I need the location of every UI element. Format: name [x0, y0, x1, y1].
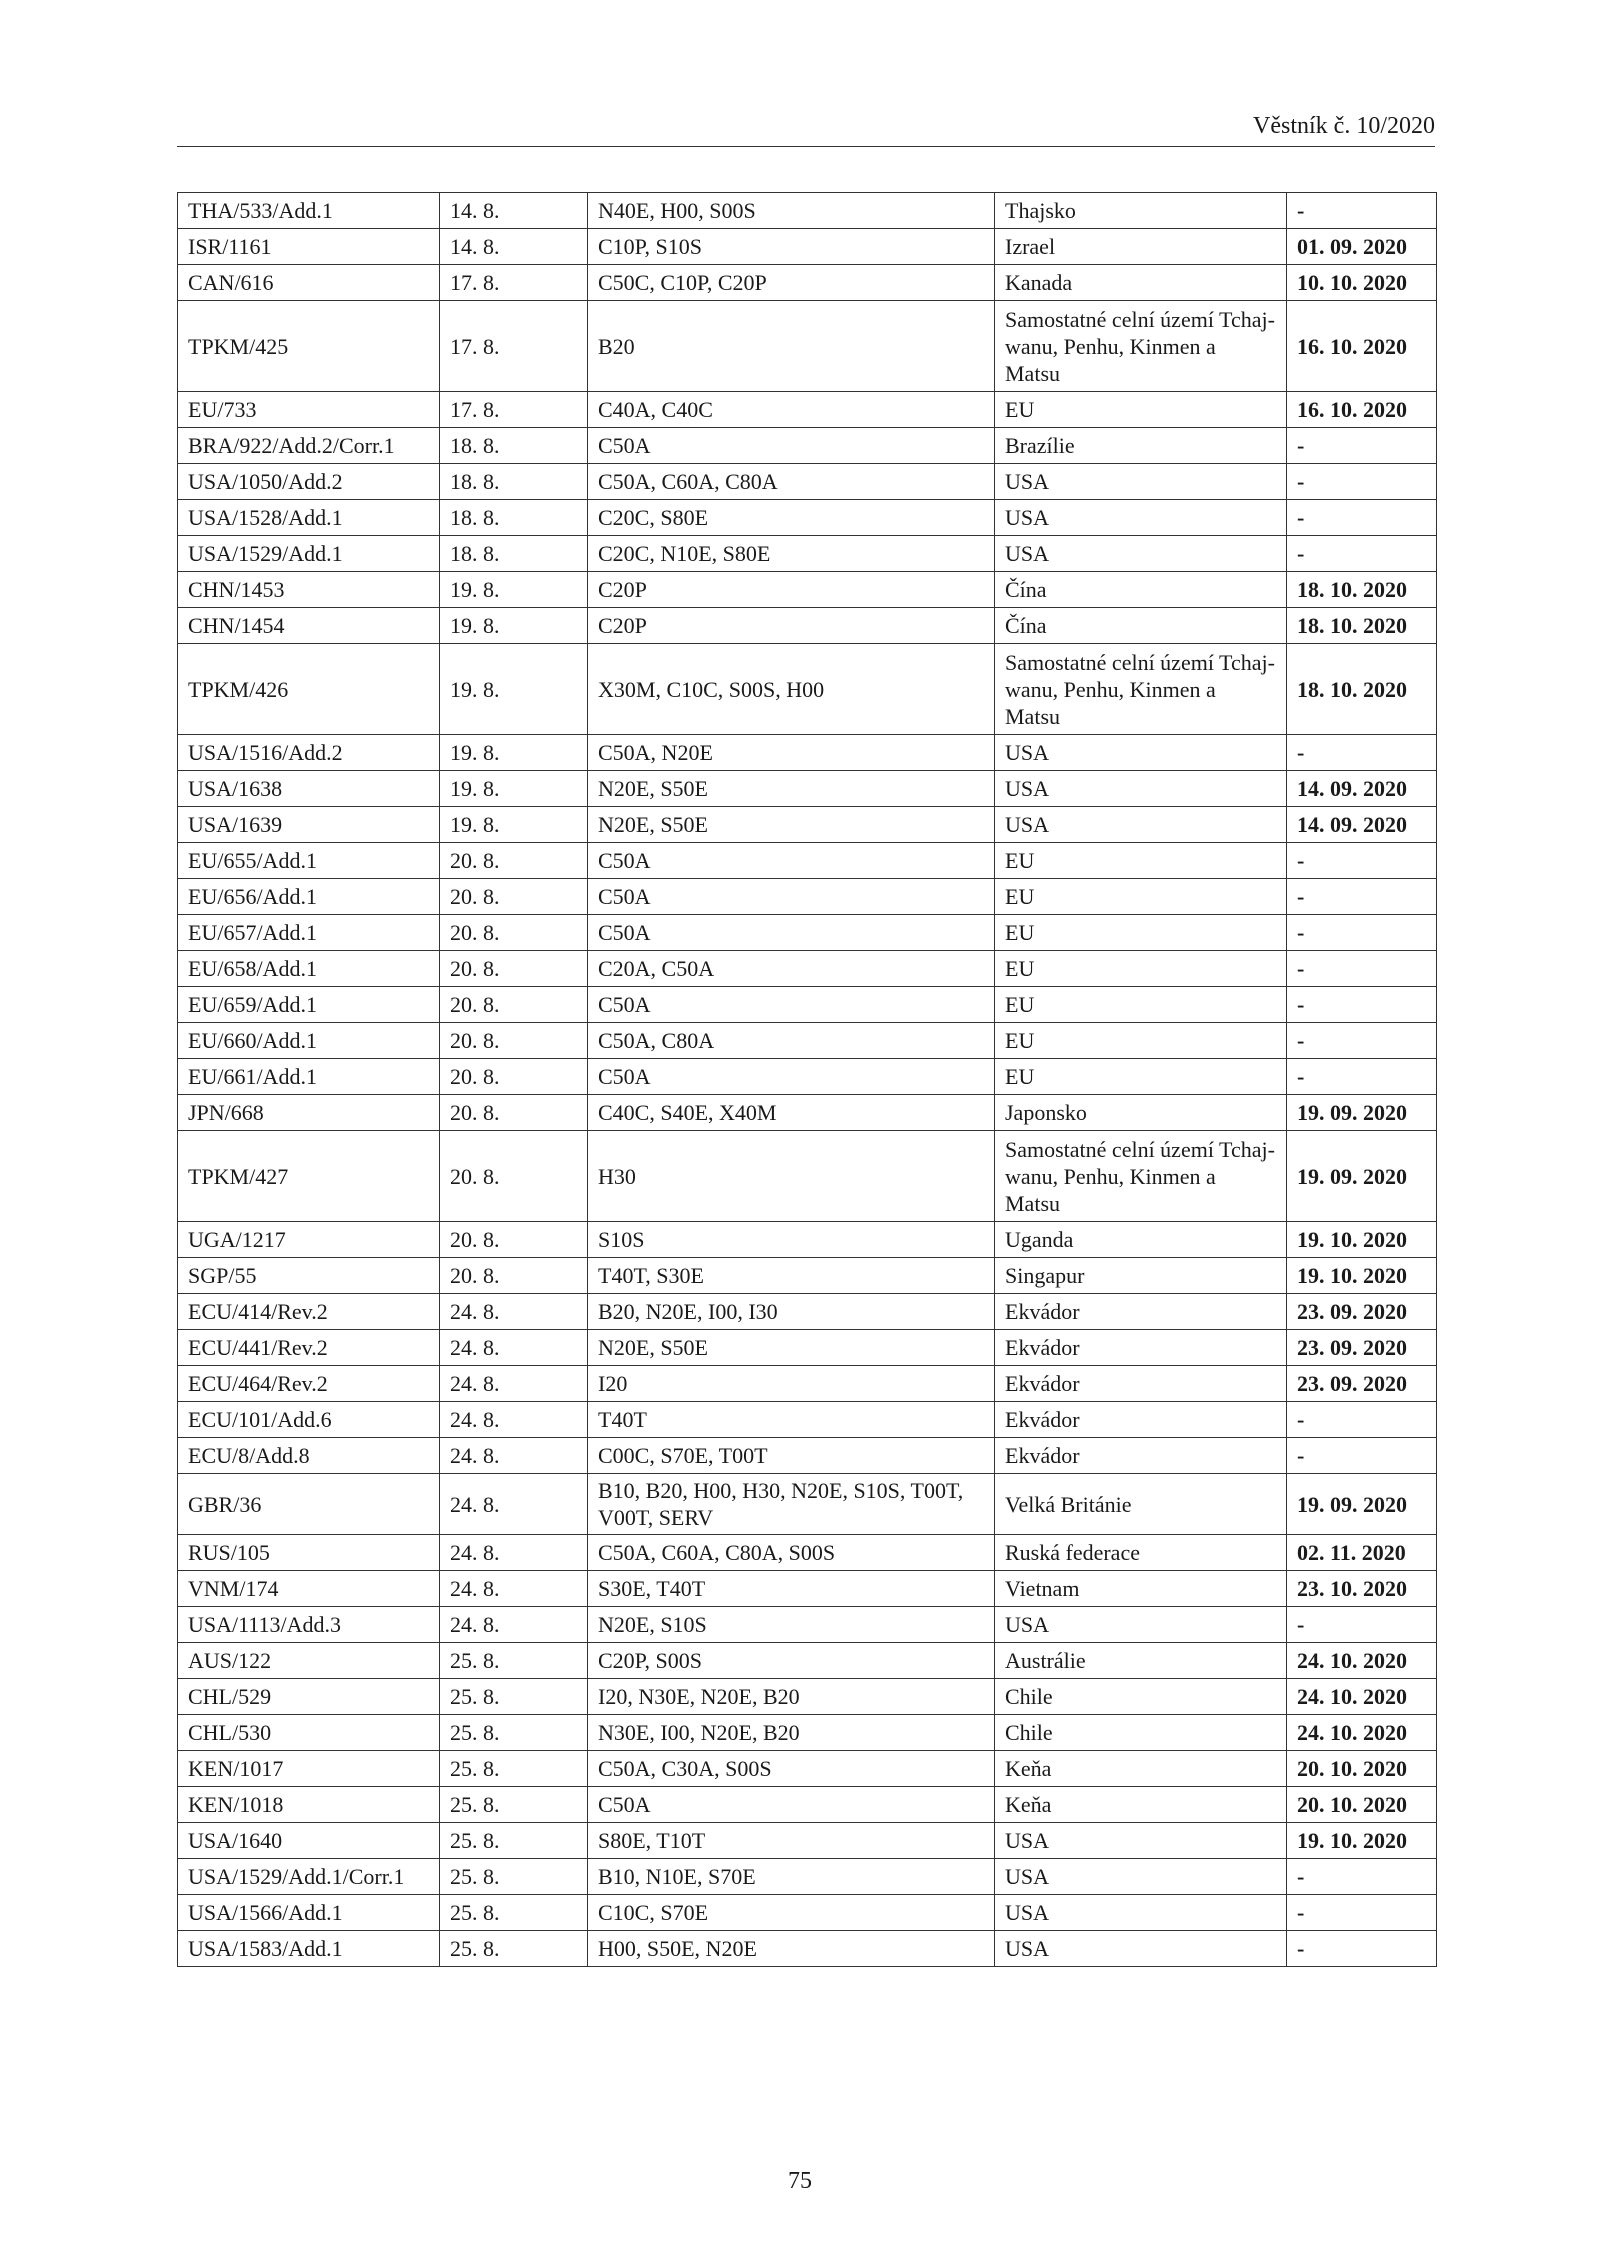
country-cell: Čína — [995, 572, 1287, 608]
document-number-cell: VNM/174 — [178, 1571, 440, 1607]
country-cell: Chile — [995, 1715, 1287, 1751]
product-codes-cell: N20E, S50E — [588, 807, 995, 843]
product-codes-cell: B20, N20E, I00, I30 — [588, 1294, 995, 1330]
date-cell: 25. 8. — [440, 1859, 588, 1895]
deadline-cell: 23. 09. 2020 — [1287, 1330, 1437, 1366]
country-cell: Keňa — [995, 1787, 1287, 1823]
document-number-cell: CHN/1454 — [178, 608, 440, 644]
product-codes-cell: T40T, S30E — [588, 1258, 995, 1294]
document-number-cell: EU/661/Add.1 — [178, 1059, 440, 1095]
notifications-table — [177, 192, 1437, 1967]
document-number-cell: USA/1639 — [178, 807, 440, 843]
product-codes-cell: C10C, S70E — [588, 1895, 995, 1931]
product-codes-cell: C20C, S80E — [588, 500, 995, 536]
country-cell: Japonsko — [995, 1095, 1287, 1131]
date-cell: 20. 8. — [440, 1059, 588, 1095]
deadline-cell: - — [1287, 464, 1437, 500]
deadline-cell: - — [1287, 879, 1437, 915]
document-number-cell: USA/1566/Add.1 — [178, 1895, 440, 1931]
country-cell: USA — [995, 735, 1287, 771]
deadline-cell: 16. 10. 2020 — [1287, 301, 1437, 392]
country-cell: Kanada — [995, 265, 1287, 301]
table-row — [178, 1023, 1437, 1059]
date-cell: 18. 8. — [440, 464, 588, 500]
country-cell: Ekvádor — [995, 1294, 1287, 1330]
deadline-cell: 24. 10. 2020 — [1287, 1715, 1437, 1751]
table-row — [178, 879, 1437, 915]
product-codes-cell: C50A, C30A, S00S — [588, 1751, 995, 1787]
country-cell: USA — [995, 1931, 1287, 1967]
date-cell: 20. 8. — [440, 1023, 588, 1059]
deadline-cell: - — [1287, 536, 1437, 572]
country-cell: Vietnam — [995, 1571, 1287, 1607]
country-cell: USA — [995, 807, 1287, 843]
country-cell: EU — [995, 1059, 1287, 1095]
date-cell: 24. 8. — [440, 1607, 588, 1643]
deadline-cell: - — [1287, 1607, 1437, 1643]
table-row — [178, 1059, 1437, 1095]
country-cell: Keňa — [995, 1751, 1287, 1787]
deadline-cell: 23. 09. 2020 — [1287, 1294, 1437, 1330]
country-cell: USA — [995, 464, 1287, 500]
country-cell: Uganda — [995, 1222, 1287, 1258]
deadline-cell: 20. 10. 2020 — [1287, 1787, 1437, 1823]
table-row — [178, 1402, 1437, 1438]
document-number-cell: ECU/414/Rev.2 — [178, 1294, 440, 1330]
product-codes-cell: C50A — [588, 1059, 995, 1095]
deadline-cell: 18. 10. 2020 — [1287, 572, 1437, 608]
table-row — [178, 1222, 1437, 1258]
deadline-cell: - — [1287, 1023, 1437, 1059]
date-cell: 18. 8. — [440, 428, 588, 464]
table-row — [178, 536, 1437, 572]
table-row — [178, 807, 1437, 843]
product-codes-cell: C50A — [588, 843, 995, 879]
deadline-cell: 16. 10. 2020 — [1287, 392, 1437, 428]
document-number-cell: USA/1528/Add.1 — [178, 500, 440, 536]
product-codes-cell: N20E, S50E — [588, 1330, 995, 1366]
document-number-cell: CHL/529 — [178, 1679, 440, 1715]
country-cell: Ekvádor — [995, 1402, 1287, 1438]
date-cell: 20. 8. — [440, 1131, 588, 1222]
deadline-cell: - — [1287, 1402, 1437, 1438]
document-number-cell: TPKM/425 — [178, 301, 440, 392]
document-number-cell: USA/1050/Add.2 — [178, 464, 440, 500]
deadline-cell: 24. 10. 2020 — [1287, 1643, 1437, 1679]
date-cell: 24. 8. — [440, 1294, 588, 1330]
date-cell: 18. 8. — [440, 536, 588, 572]
table-row — [178, 1751, 1437, 1787]
deadline-cell: - — [1287, 428, 1437, 464]
table-row — [178, 1679, 1437, 1715]
date-cell: 19. 8. — [440, 644, 588, 735]
product-codes-cell: S30E, T40T — [588, 1571, 995, 1607]
table-row — [178, 1859, 1437, 1895]
product-codes-cell: B20 — [588, 301, 995, 392]
document-number-cell: ECU/8/Add.8 — [178, 1438, 440, 1474]
date-cell: 25. 8. — [440, 1643, 588, 1679]
document-number-cell: THA/533/Add.1 — [178, 193, 440, 229]
date-cell: 19. 8. — [440, 771, 588, 807]
table-row — [178, 608, 1437, 644]
table-row — [178, 771, 1437, 807]
country-cell: Singapur — [995, 1258, 1287, 1294]
product-codes-cell: I20, N30E, N20E, B20 — [588, 1679, 995, 1715]
date-cell: 19. 8. — [440, 572, 588, 608]
product-codes-cell: C20P — [588, 572, 995, 608]
document-number-cell: SGP/55 — [178, 1258, 440, 1294]
product-codes-cell: C50A — [588, 1787, 995, 1823]
table-row — [178, 951, 1437, 987]
deadline-cell: 19. 10. 2020 — [1287, 1258, 1437, 1294]
product-codes-cell: C10P, S10S — [588, 229, 995, 265]
country-cell: EU — [995, 951, 1287, 987]
deadline-cell: 14. 09. 2020 — [1287, 807, 1437, 843]
deadline-cell: - — [1287, 1895, 1437, 1931]
country-cell: Ekvádor — [995, 1330, 1287, 1366]
date-cell: 14. 8. — [440, 229, 588, 265]
date-cell: 19. 8. — [440, 735, 588, 771]
deadline-cell: - — [1287, 843, 1437, 879]
date-cell: 24. 8. — [440, 1571, 588, 1607]
date-cell: 25. 8. — [440, 1787, 588, 1823]
deadline-cell: 19. 10. 2020 — [1287, 1222, 1437, 1258]
table-row — [178, 1474, 1437, 1535]
document-number-cell: AUS/122 — [178, 1643, 440, 1679]
product-codes-cell: N40E, H00, S00S — [588, 193, 995, 229]
table-row — [178, 1643, 1437, 1679]
date-cell: 19. 8. — [440, 807, 588, 843]
product-codes-cell: C20C, N10E, S80E — [588, 536, 995, 572]
deadline-cell: 02. 11. 2020 — [1287, 1535, 1437, 1571]
document-number-cell: USA/1529/Add.1/Corr.1 — [178, 1859, 440, 1895]
document-number-cell: JPN/668 — [178, 1095, 440, 1131]
date-cell: 18. 8. — [440, 500, 588, 536]
document-number-cell: USA/1638 — [178, 771, 440, 807]
date-cell: 14. 8. — [440, 193, 588, 229]
product-codes-cell: X30M, C10C, S00S, H00 — [588, 644, 995, 735]
deadline-cell: - — [1287, 1438, 1437, 1474]
country-cell: USA — [995, 1895, 1287, 1931]
country-cell: EU — [995, 879, 1287, 915]
date-cell: 17. 8. — [440, 301, 588, 392]
country-cell: Austrálie — [995, 1643, 1287, 1679]
deadline-cell: - — [1287, 1859, 1437, 1895]
document-number-cell: EU/733 — [178, 392, 440, 428]
table-row — [178, 1895, 1437, 1931]
deadline-cell: 23. 09. 2020 — [1287, 1366, 1437, 1402]
table-row — [178, 1294, 1437, 1330]
country-cell: USA — [995, 1859, 1287, 1895]
product-codes-cell: T40T — [588, 1402, 995, 1438]
deadline-cell: 20. 10. 2020 — [1287, 1751, 1437, 1787]
document-number-cell: BRA/922/Add.2/Corr.1 — [178, 428, 440, 464]
country-cell: EU — [995, 915, 1287, 951]
date-cell: 25. 8. — [440, 1895, 588, 1931]
table-row — [178, 1571, 1437, 1607]
country-cell: Izrael — [995, 229, 1287, 265]
product-codes-cell: S10S — [588, 1222, 995, 1258]
table-row — [178, 1535, 1437, 1571]
country-cell: Ekvádor — [995, 1366, 1287, 1402]
product-codes-cell: H30 — [588, 1131, 995, 1222]
document-number-cell: USA/1113/Add.3 — [178, 1607, 440, 1643]
date-cell: 25. 8. — [440, 1715, 588, 1751]
date-cell: 20. 8. — [440, 1258, 588, 1294]
date-cell: 25. 8. — [440, 1931, 588, 1967]
document-number-cell: UGA/1217 — [178, 1222, 440, 1258]
country-cell: EU — [995, 987, 1287, 1023]
deadline-cell: - — [1287, 915, 1437, 951]
product-codes-cell: N20E, S10S — [588, 1607, 995, 1643]
table-row — [178, 1258, 1437, 1294]
document-number-cell: RUS/105 — [178, 1535, 440, 1571]
date-cell: 20. 8. — [440, 951, 588, 987]
deadline-cell: 14. 09. 2020 — [1287, 771, 1437, 807]
country-cell: Velká Británie — [995, 1474, 1287, 1535]
product-codes-cell: C40C, S40E, X40M — [588, 1095, 995, 1131]
page-number: 75 — [788, 2168, 812, 2194]
table-row — [178, 392, 1437, 428]
product-codes-cell: C50A — [588, 915, 995, 951]
product-codes-cell: S80E, T10T — [588, 1823, 995, 1859]
deadline-cell: 19. 09. 2020 — [1287, 1095, 1437, 1131]
date-cell: 17. 8. — [440, 392, 588, 428]
table-row — [178, 987, 1437, 1023]
deadline-cell: 01. 09. 2020 — [1287, 229, 1437, 265]
country-cell: Brazílie — [995, 428, 1287, 464]
table-row — [178, 428, 1437, 464]
deadline-cell: 19. 09. 2020 — [1287, 1474, 1437, 1535]
product-codes-cell: B10, N10E, S70E — [588, 1859, 995, 1895]
country-cell: Ruská federace — [995, 1535, 1287, 1571]
date-cell: 20. 8. — [440, 843, 588, 879]
date-cell: 20. 8. — [440, 915, 588, 951]
document-number-cell: EU/657/Add.1 — [178, 915, 440, 951]
product-codes-cell: C50A, N20E — [588, 735, 995, 771]
document-number-cell: CHL/530 — [178, 1715, 440, 1751]
document-number-cell: ECU/441/Rev.2 — [178, 1330, 440, 1366]
date-cell: 24. 8. — [440, 1366, 588, 1402]
table-row — [178, 572, 1437, 608]
table-row — [178, 735, 1437, 771]
date-cell: 20. 8. — [440, 1222, 588, 1258]
deadline-cell: 18. 10. 2020 — [1287, 644, 1437, 735]
deadline-cell: - — [1287, 951, 1437, 987]
product-codes-cell: B10, B20, H00, H30, N20E, S10S, T00T, V00T, SERV — [588, 1474, 995, 1535]
table-row — [178, 265, 1437, 301]
product-codes-cell: C20P, S00S — [588, 1643, 995, 1679]
deadline-cell: 23. 10. 2020 — [1287, 1571, 1437, 1607]
country-cell: USA — [995, 1823, 1287, 1859]
table-row — [178, 464, 1437, 500]
date-cell: 17. 8. — [440, 265, 588, 301]
product-codes-cell: N30E, I00, N20E, B20 — [588, 1715, 995, 1751]
document-number-cell: CAN/616 — [178, 265, 440, 301]
date-cell: 19. 8. — [440, 608, 588, 644]
deadline-cell: - — [1287, 193, 1437, 229]
deadline-cell: 24. 10. 2020 — [1287, 1679, 1437, 1715]
country-cell: EU — [995, 1023, 1287, 1059]
product-codes-cell: C20P — [588, 608, 995, 644]
date-cell: 20. 8. — [440, 879, 588, 915]
table-row — [178, 1715, 1437, 1751]
document-number-cell: TPKM/427 — [178, 1131, 440, 1222]
deadline-cell: 10. 10. 2020 — [1287, 265, 1437, 301]
table-row — [178, 1931, 1437, 1967]
country-cell: EU — [995, 392, 1287, 428]
deadline-cell: - — [1287, 987, 1437, 1023]
page-header — [177, 112, 1435, 147]
document-number-cell: USA/1516/Add.2 — [178, 735, 440, 771]
product-codes-cell: C00C, S70E, T00T — [588, 1438, 995, 1474]
document-number-cell: USA/1529/Add.1 — [178, 536, 440, 572]
country-cell: Ekvádor — [995, 1438, 1287, 1474]
table-row — [178, 843, 1437, 879]
table-row — [178, 1330, 1437, 1366]
table-row — [178, 915, 1437, 951]
table-row — [178, 1095, 1437, 1131]
table-row — [178, 229, 1437, 265]
country-cell: Čína — [995, 608, 1287, 644]
deadline-cell: - — [1287, 1059, 1437, 1095]
deadline-cell: - — [1287, 500, 1437, 536]
table-row — [178, 193, 1437, 229]
date-cell: 20. 8. — [440, 1095, 588, 1131]
product-codes-cell: C40A, C40C — [588, 392, 995, 428]
country-cell: USA — [995, 771, 1287, 807]
document-number-cell: KEN/1017 — [178, 1751, 440, 1787]
document-number-cell: USA/1640 — [178, 1823, 440, 1859]
deadline-cell: - — [1287, 735, 1437, 771]
country-cell: EU — [995, 843, 1287, 879]
product-codes-cell: C50A — [588, 428, 995, 464]
product-codes-cell: C50A, C80A — [588, 1023, 995, 1059]
country-cell: Chile — [995, 1679, 1287, 1715]
deadline-cell: 19. 09. 2020 — [1287, 1131, 1437, 1222]
deadline-cell: - — [1287, 1931, 1437, 1967]
country-cell: USA — [995, 1607, 1287, 1643]
product-codes-cell: N20E, S50E — [588, 771, 995, 807]
country-cell: USA — [995, 536, 1287, 572]
country-cell: Thajsko — [995, 193, 1287, 229]
document-number-cell: ISR/1161 — [178, 229, 440, 265]
document-number-cell: KEN/1018 — [178, 1787, 440, 1823]
deadline-cell: 18. 10. 2020 — [1287, 608, 1437, 644]
date-cell: 24. 8. — [440, 1330, 588, 1366]
product-codes-cell: C50C, C10P, C20P — [588, 265, 995, 301]
product-codes-cell: C50A — [588, 879, 995, 915]
document-number-cell: EU/659/Add.1 — [178, 987, 440, 1023]
country-cell: Samostatné celní území Tchaj-wanu, Penhu, Kinmen a Matsu — [995, 1131, 1287, 1222]
product-codes-cell: C50A — [588, 987, 995, 1023]
table-row — [178, 1131, 1437, 1222]
document-number-cell: ECU/464/Rev.2 — [178, 1366, 440, 1402]
document-number-cell: USA/1583/Add.1 — [178, 1931, 440, 1967]
product-codes-cell: I20 — [588, 1366, 995, 1402]
date-cell: 24. 8. — [440, 1438, 588, 1474]
date-cell: 25. 8. — [440, 1751, 588, 1787]
document-number-cell: EU/656/Add.1 — [178, 879, 440, 915]
table-row — [178, 1366, 1437, 1402]
document-number-cell: ECU/101/Add.6 — [178, 1402, 440, 1438]
date-cell: 24. 8. — [440, 1474, 588, 1535]
country-cell: USA — [995, 500, 1287, 536]
table-row — [178, 1787, 1437, 1823]
table-row — [178, 1438, 1437, 1474]
document-number-cell: EU/658/Add.1 — [178, 951, 440, 987]
date-cell: 20. 8. — [440, 987, 588, 1023]
product-codes-cell: C50A, C60A, C80A, S00S — [588, 1535, 995, 1571]
date-cell: 25. 8. — [440, 1823, 588, 1859]
country-cell: Samostatné celní území Tchaj-wanu, Penhu, Kinmen a Matsu — [995, 644, 1287, 735]
document-number-cell: CHN/1453 — [178, 572, 440, 608]
product-codes-cell: C20A, C50A — [588, 951, 995, 987]
table-row — [178, 301, 1437, 392]
bulletin-title: Věstník č. 10/2020 — [1253, 113, 1435, 139]
date-cell: 24. 8. — [440, 1402, 588, 1438]
document-number-cell: EU/660/Add.1 — [178, 1023, 440, 1059]
table-row — [178, 644, 1437, 735]
country-cell: Samostatné celní území Tchaj-wanu, Penhu, Kinmen a Matsu — [995, 301, 1287, 392]
document-number-cell: GBR/36 — [178, 1474, 440, 1535]
table-row — [178, 1607, 1437, 1643]
date-cell: 24. 8. — [440, 1535, 588, 1571]
document-number-cell: EU/655/Add.1 — [178, 843, 440, 879]
document-number-cell: TPKM/426 — [178, 644, 440, 735]
table-body — [178, 193, 1437, 1967]
table-row — [178, 1823, 1437, 1859]
deadline-cell: 19. 10. 2020 — [1287, 1823, 1437, 1859]
product-codes-cell: C50A, C60A, C80A — [588, 464, 995, 500]
date-cell: 25. 8. — [440, 1679, 588, 1715]
product-codes-cell: H00, S50E, N20E — [588, 1931, 995, 1967]
table-row — [178, 500, 1437, 536]
